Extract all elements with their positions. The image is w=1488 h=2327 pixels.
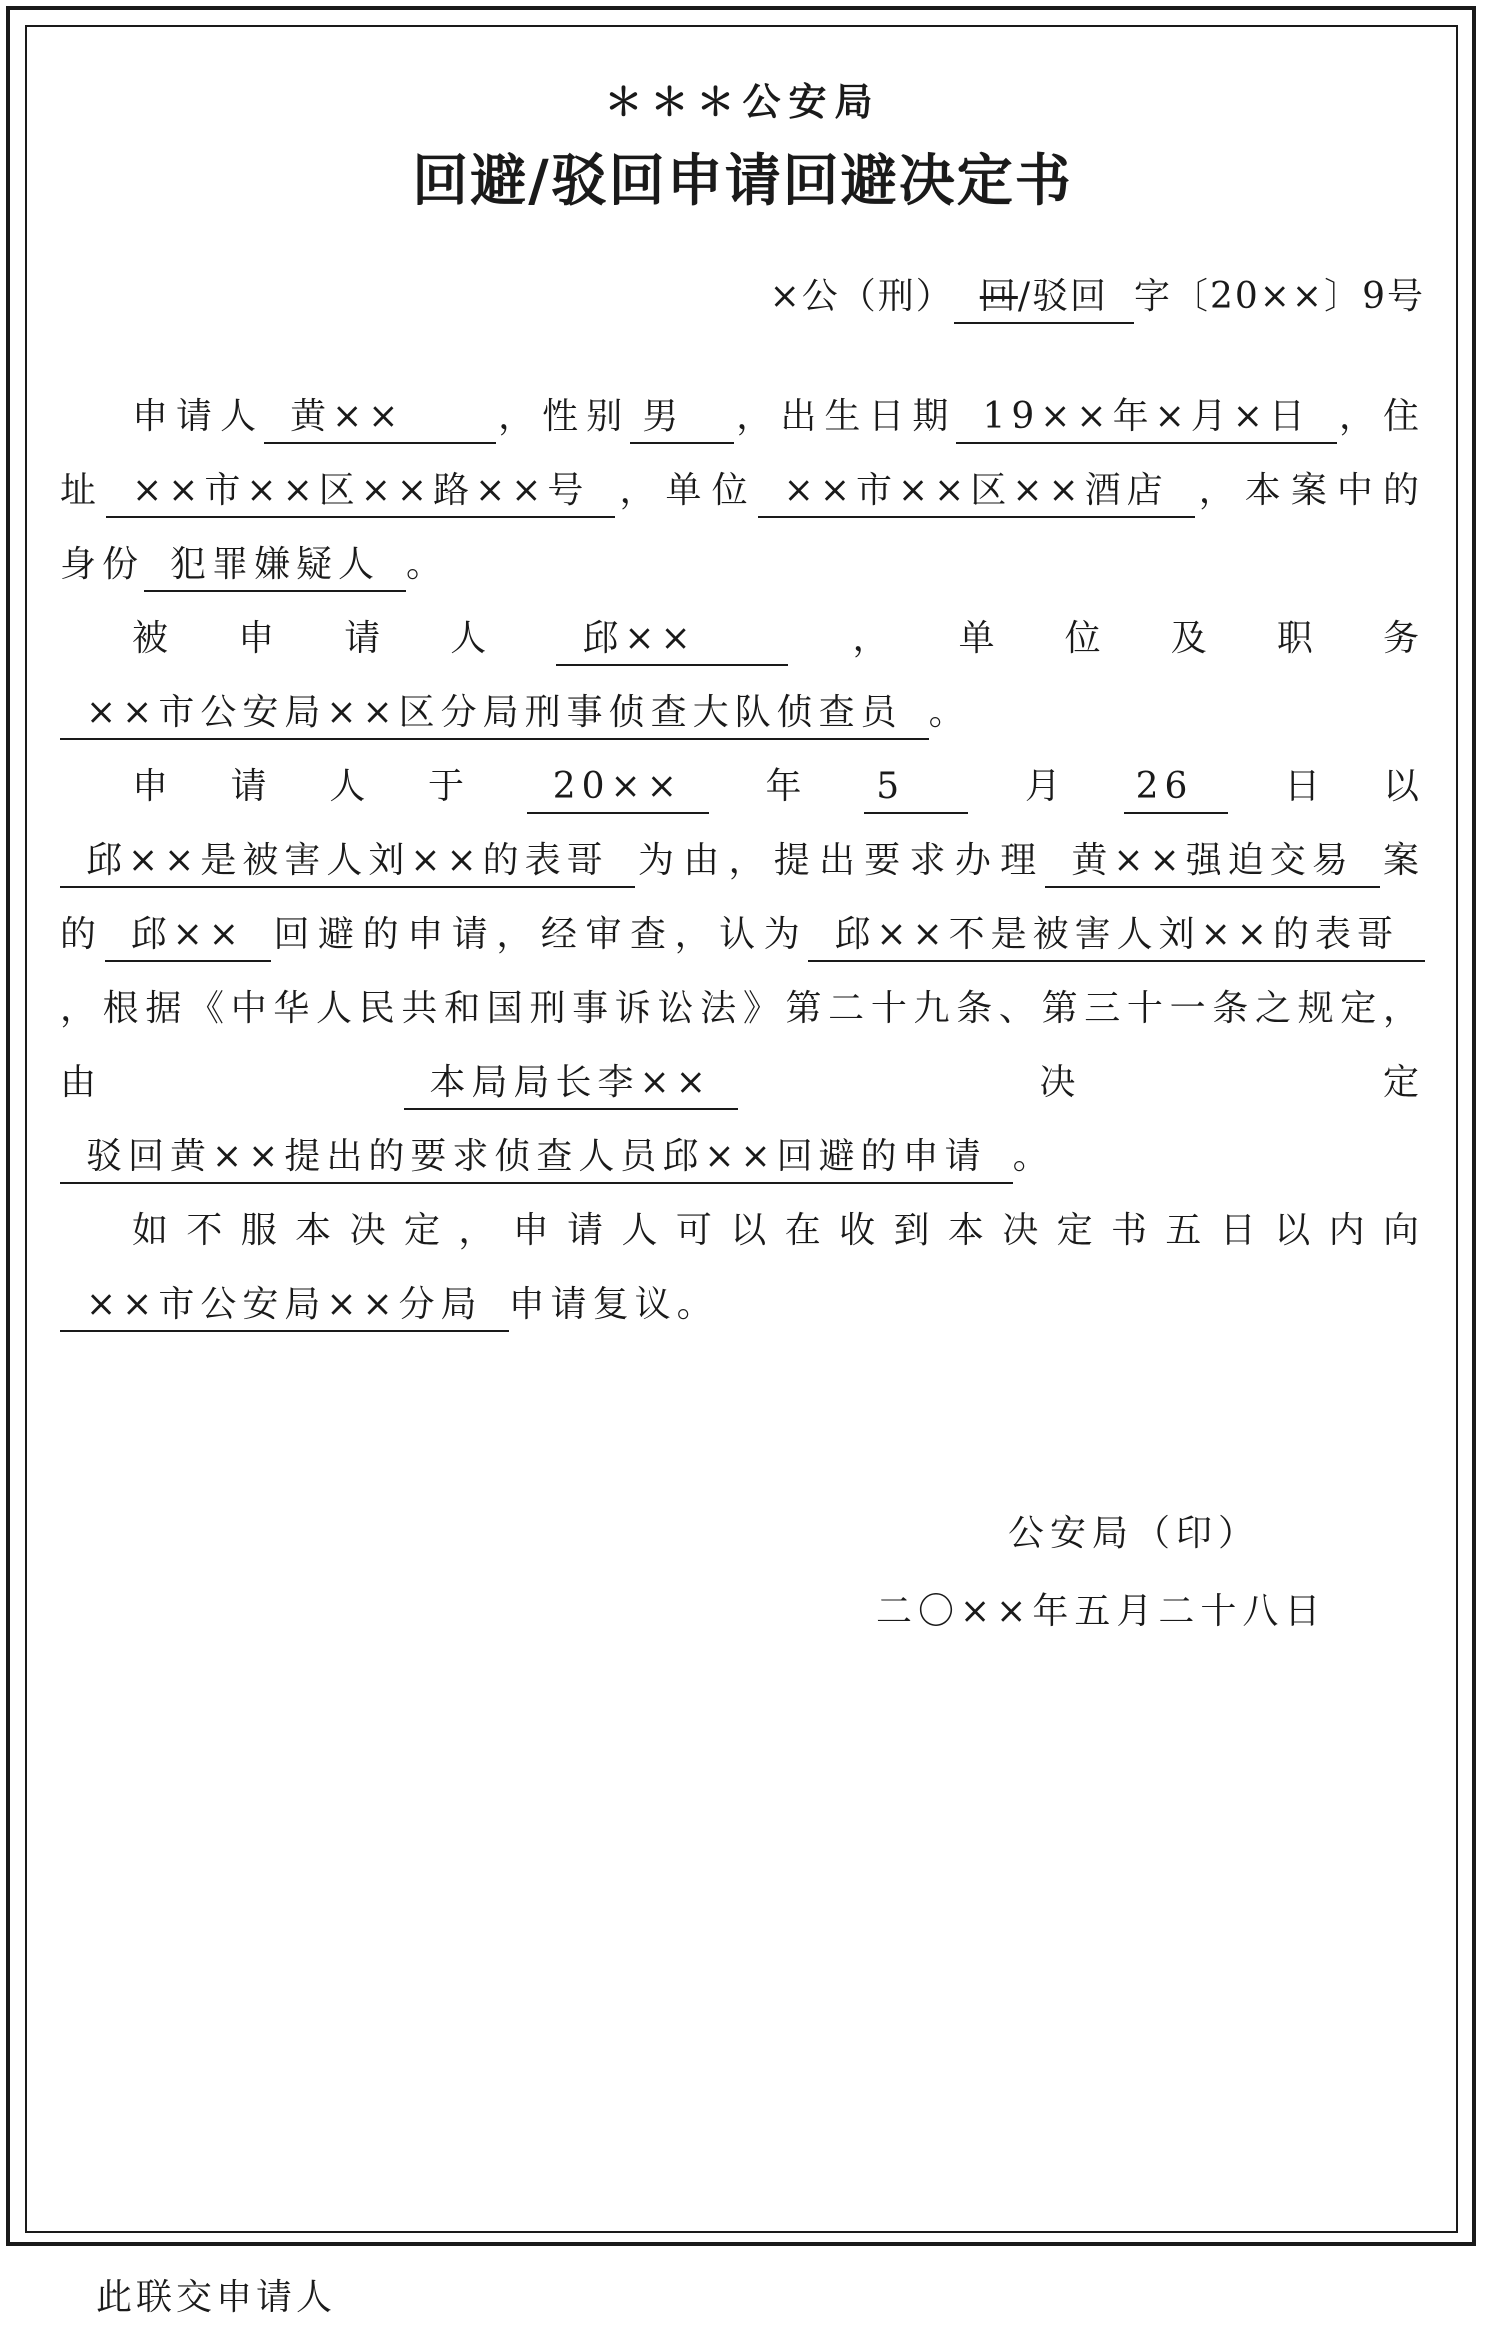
period: 。 [406, 544, 449, 585]
label-unit: ，单位 [615, 470, 758, 511]
document-title: 回避/驳回申请回避决定书 [412, 148, 1073, 214]
text-segment: 回避的申请，经审查，认为 [270, 914, 809, 955]
seal-line: 公安局（印） [1008, 1513, 1261, 1554]
document-number [60, 274, 1425, 324]
birth-date-field: 19××年×月×日 [956, 394, 1336, 444]
role-field: 犯罪嫌疑人 [144, 542, 406, 592]
authority-field: ××市公安局××分局 [60, 1282, 509, 1332]
year-field: 20×× [527, 764, 709, 814]
text-segment: 为由，提出要求办理 [634, 840, 1046, 881]
paragraph-application [60, 750, 1425, 1194]
reason-field: 邱××是被害人刘××的表哥 [60, 838, 635, 888]
unit-field: ××市××区××酒店 [758, 468, 1195, 518]
text-segment: 日以 [1227, 766, 1425, 807]
doc-number-struck: 回 [979, 276, 1018, 317]
decider-field: 本局局长李×× [404, 1060, 738, 1110]
text-segment: 如不服本决定，申请人可以在收到本决定书五日以内向 [132, 1210, 1425, 1251]
label-role: ，本案中的身份 [60, 470, 1425, 585]
period: 。 [928, 692, 971, 733]
text-segment: 申请复议。 [508, 1284, 719, 1325]
text-segment: 申请人于 [132, 766, 527, 807]
text-segment: 年 [708, 766, 865, 807]
text-segment: 月 [968, 766, 1124, 807]
agency-name: ＊＊＊公安局 [604, 79, 881, 124]
paragraph-appeal [60, 1194, 1425, 1342]
issue-date: 二〇××年五月二十八日 [876, 1591, 1327, 1632]
position-field: ××市公安局××区分局刑事侦查大队侦查员 [60, 690, 929, 740]
decision-field: 驳回黄××提出的要求侦查人员邱××回避的申请 [60, 1134, 1013, 1184]
text-segment: 决定 [737, 1062, 1425, 1103]
case-field: 黄××强迫交易 [1045, 838, 1379, 888]
person-field: 邱×× [105, 912, 271, 962]
copy-note: 此联交申请人 [96, 2277, 337, 2318]
finding-field: 邱××不是被害人刘××的表哥 [808, 912, 1425, 962]
paragraph-applicant [60, 380, 1425, 602]
text-segment: 案的 [60, 840, 1425, 955]
applicant-name-field: 黄×× [264, 394, 496, 444]
label-applicant: 申请人 [132, 396, 265, 437]
respondent-name-field: 邱×× [556, 616, 788, 666]
label-gender: ，性别 [496, 396, 631, 437]
doc-number-type-field [954, 274, 1134, 324]
document-body [60, 380, 1425, 1342]
text-segment: ，根据《中华人民共和国刑事诉讼法》第二十九条、第三十一条之规定，由 [60, 988, 1425, 1103]
address-field: ××市××区××路××号 [106, 468, 615, 518]
doc-number-prefix: ×公（刑） [769, 276, 954, 317]
paragraph-respondent [60, 602, 1425, 750]
doc-number-suffix: 字〔20××〕9号 [1133, 276, 1425, 317]
label-respondent: 被申请人 [132, 618, 557, 659]
month-field: 5 [864, 764, 968, 814]
gender-field: 男 [630, 394, 734, 444]
period: 。 [1012, 1136, 1055, 1177]
doc-number-type: /驳回 [1017, 276, 1108, 317]
document [60, 80, 1425, 1342]
label-position: ，单位及职务 [788, 618, 1425, 659]
label-birth: ，出生日期 [734, 396, 957, 437]
day-field: 26 [1124, 764, 1228, 814]
label-address: ，住址 [60, 396, 1425, 511]
